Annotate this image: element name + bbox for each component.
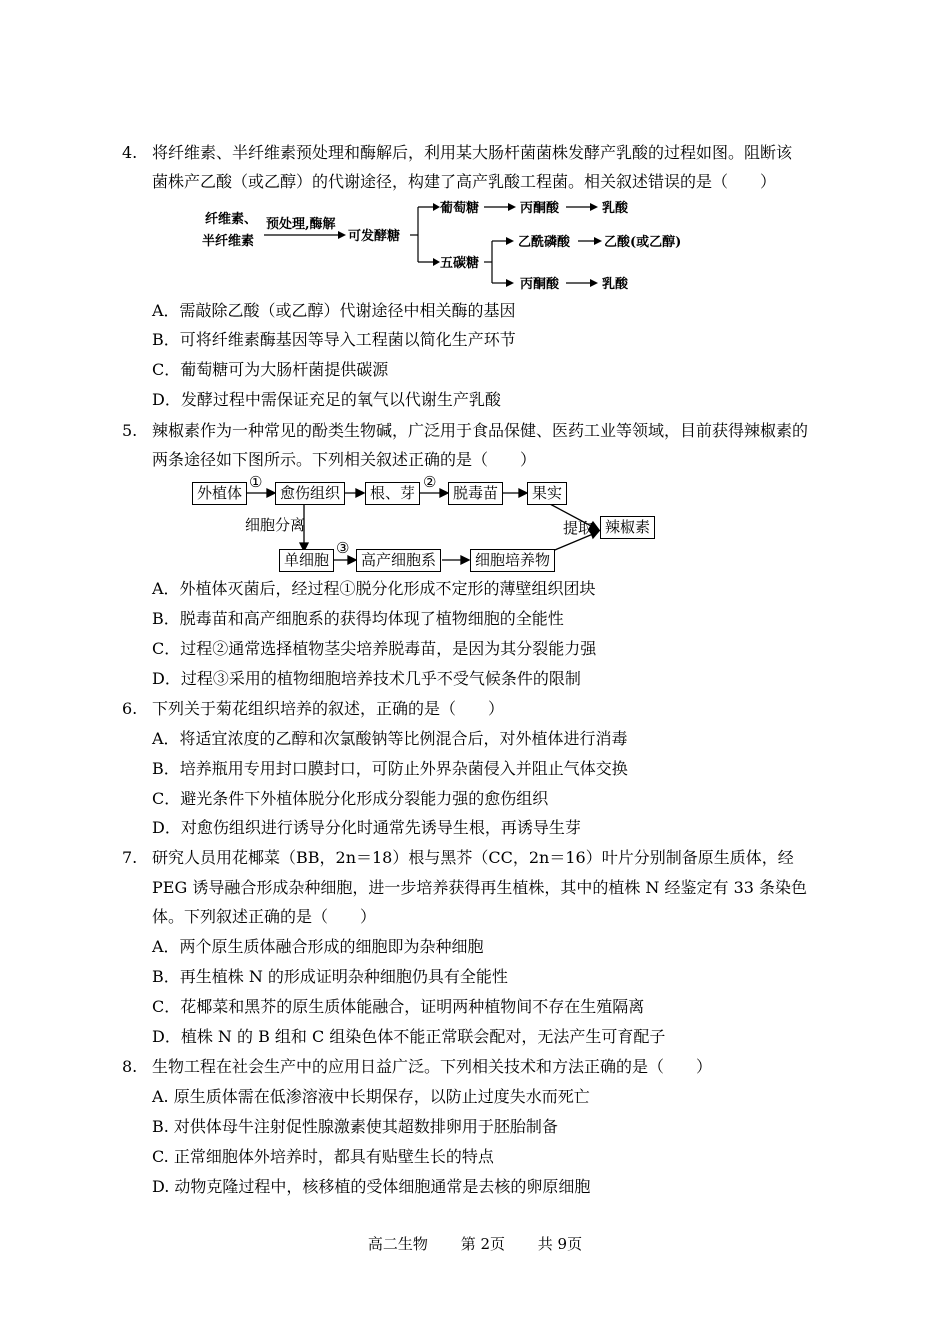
- diagram-pentose: 五碳糖: [440, 256, 480, 271]
- arrowhead: [461, 556, 469, 564]
- step-2-label: ②: [423, 473, 437, 491]
- question-6-text-line-1: 下列关于菊花组织培养的叙述，正确的是（ ）: [152, 699, 505, 718]
- question-5-text-line-2: 两条途径如下图所示。下列相关叙述正确的是（ ）: [152, 450, 537, 469]
- page-footer: [0, 1233, 950, 1254]
- arrowhead: [519, 489, 527, 497]
- question-7-text-line-2: PEG 诱导融合形成杂种细胞，进一步培养获得再生植株，其中的植株 N 经鉴定有 33 条染色: [152, 878, 808, 897]
- question-5-number: 5.: [122, 421, 138, 440]
- question-4-text-line-1: 将纤维素、半纤维素预处理和酶解后，利用某大肠杆菌菌株发酵产乳酸的过程如图。阻断该: [152, 143, 793, 162]
- question-4-number: 4.: [122, 143, 138, 162]
- question-7-option-d: D．植株 N 的 B 组和 C 组染色体不能正常联会配对，无法产生可育配子: [152, 1027, 666, 1046]
- question-5-option-d: D．过程③采用的植物细胞培养技术几乎不受气候条件的限制: [152, 669, 581, 688]
- arrowhead: [338, 231, 346, 239]
- arrowhead: [267, 489, 275, 497]
- question-8-option-b: B. 对供体母牛注射促性腺激素使其超数排卵用于胚胎制备: [152, 1117, 558, 1136]
- diagram-acetyl-phosphate: 乙酰磷酸: [518, 235, 571, 250]
- diagram-lactic-2: 乳酸: [602, 277, 629, 292]
- question-8-number: 8.: [122, 1057, 138, 1076]
- question-6-option-b: B．培养瓶用专用封口膜封口，可防止外界杂菌侵入并阻止气体交换: [152, 759, 628, 778]
- question-6-option-a: A．将适宜浓度的乙醇和次氯酸钠等比例混合后，对外植体进行消毒: [152, 729, 628, 748]
- question-6-number: 6.: [122, 699, 138, 718]
- question-7-number: 7.: [122, 848, 138, 867]
- question-6-option-c: C．避光条件下外植体脱分化形成分裂能力强的愈伤组织: [152, 789, 549, 808]
- question-4-text-line-2: 菌株产乙酸（或乙醇）的代谢途径，构建了高产乳酸工程菌。相关叙述错误的是（ ）: [152, 172, 777, 191]
- diagram-arrow-label: 预处理,酶解: [266, 217, 336, 232]
- arrowhead: [348, 556, 356, 564]
- question-7-text-line-1: 研究人员用花椰菜（BB，2n＝18）根与黑芥（CC，2n＝16）叶片分别制备原生质体，经: [152, 848, 794, 867]
- node-explant: 外植体: [192, 482, 247, 505]
- question-6-option-d: D．对愈伤组织进行诱导分化时通常先诱导生根，再诱导生芽: [152, 818, 581, 837]
- footer-total: 共 9页: [537, 1235, 583, 1253]
- node-callus: 愈伤组织: [275, 482, 345, 505]
- arrowhead: [506, 279, 514, 287]
- diagram-lactic-1: 乳酸: [602, 201, 629, 216]
- node-virus-free: 脱毒苗: [448, 482, 503, 505]
- lactic-acid-pathway-diagram: [200, 195, 720, 295]
- diagram-acetic: 乙酸(或乙醇): [604, 235, 682, 250]
- arrowhead: [590, 279, 598, 287]
- question-4-option-d: D．发酵过程中需保证充足的氧气以代谢生产乳酸: [152, 390, 501, 409]
- arrowhead: [433, 258, 440, 266]
- node-root-bud: 根、芽: [365, 482, 420, 505]
- diagram-start-top: 纤维素、: [205, 212, 258, 227]
- question-7-option-a: A．两个原生质体融合形成的细胞即为杂种细胞: [152, 937, 484, 956]
- question-7-option-c: C．花椰菜和黑芥的原生质体能融合，证明两种植物间不存在生殖隔离: [152, 997, 645, 1016]
- extract-label: 提取: [563, 519, 594, 537]
- question-4-option-b: B．可将纤维素酶基因等导入工程菌以简化生产环节: [152, 330, 516, 349]
- footer-page: 第 2页: [460, 1235, 505, 1253]
- arrowhead: [356, 489, 364, 497]
- question-8-option-d: D. 动物克隆过程中，核移植的受体细胞通常是去核的卵原细胞: [152, 1177, 591, 1196]
- footer-subject: 高二生物: [367, 1235, 428, 1253]
- question-5-option-b: B．脱毒苗和高产细胞系的获得均体现了植物细胞的全能性: [152, 609, 564, 628]
- diagram-pyruvate-1: 丙酮酸: [520, 201, 560, 216]
- question-5-text-line-1: 辣椒素作为一种常见的酚类生物碱，广泛用于食品保健、医药工业等领域，目前获得辣椒素的: [152, 421, 809, 440]
- question-8-text-line-1: 生物工程在社会生产中的应用日益广泛。下列相关技术和方法正确的是（ ）: [152, 1057, 713, 1076]
- node-fruit: 果实: [527, 482, 567, 505]
- question-4-option-c: C．葡萄糖可为大肠杆菌提供碳源: [152, 360, 389, 379]
- capsaicin-pathway-diagram: [190, 473, 660, 578]
- question-4-option-a: A．需敲除乙酸（或乙醇）代谢途径中相关酶的基因: [152, 301, 516, 320]
- arrowhead: [433, 203, 440, 211]
- node-cell-culture: 细胞培养物: [470, 549, 555, 572]
- question-8-option-c: C. 正常细胞体外培养时，都具有贴壁生长的特点: [152, 1147, 494, 1166]
- question-8-option-a: A. 原生质体需在低渗溶液中长期保存，以防止过度失水而死亡: [152, 1087, 590, 1106]
- diagram-glucose: 葡萄糖: [440, 201, 480, 216]
- step-3-label: ③: [336, 539, 350, 557]
- question-7-option-b: B．再生植株 N 的形成证明杂种细胞仍具有全能性: [152, 967, 508, 986]
- arrowhead: [440, 489, 448, 497]
- node-high-line: 高产细胞系: [356, 549, 441, 572]
- diagram-sugar: 可发酵糖: [348, 229, 401, 244]
- question-5-option-c: C．过程②通常选择植物茎尖培养脱毒苗，是因为其分裂能力强: [152, 639, 597, 658]
- cell-separation-label: 细胞分离: [245, 516, 306, 534]
- arrowhead: [508, 203, 516, 211]
- arrowhead: [506, 237, 514, 245]
- diagram-start-bottom: 半纤维素: [202, 234, 255, 249]
- node-capsaicin: 辣椒素: [600, 516, 655, 539]
- arrowhead: [594, 237, 602, 245]
- node-single-cell: 单细胞: [279, 549, 334, 572]
- diagram-pyruvate-2: 丙酮酸: [520, 277, 560, 292]
- question-5-option-a: A．外植体灭菌后，经过程①脱分化形成不定形的薄壁组织团块: [152, 579, 596, 598]
- arrowhead: [590, 203, 598, 211]
- step-1-label: ①: [249, 473, 263, 491]
- question-7-text-line-3: 体。下列叙述正确的是（ ）: [152, 907, 377, 926]
